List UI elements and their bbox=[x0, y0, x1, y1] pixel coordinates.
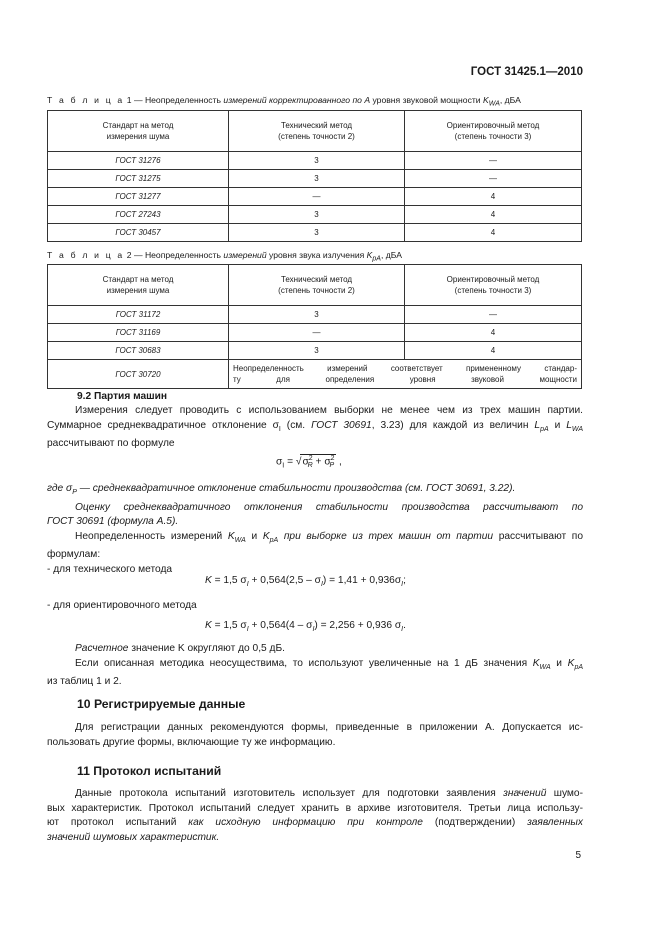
table1-header-standard: Стандарт на метод измерения шума bbox=[48, 111, 229, 152]
page-number: 5 bbox=[575, 850, 581, 861]
tech-formula: K = 1,5 $\sigma_I + 0,564(2,5 - \sigma_I) = 1,41 + 0,936\sigma_I$; bbox=[205, 575, 406, 589]
table1-caption-prefix: Т а б л и ц а bbox=[47, 95, 125, 105]
table2-header-technical: Технический метод (степень точности 2) bbox=[229, 265, 405, 306]
table-row: ГОСТ 30683 3 4 bbox=[48, 342, 582, 360]
table2-caption-prefix: Т а б л и ц а bbox=[47, 250, 125, 260]
table1-caption-unit: , дБА bbox=[499, 95, 521, 105]
ori-formula: K = 1,5 $\sigma_I + 0,564(4 - \sigma_I) = 2,256 + 0,936$ $\sigma_I$. bbox=[205, 620, 406, 634]
table-row: ГОСТ 27243 3 4 bbox=[48, 206, 582, 224]
table1-caption bbox=[47, 95, 521, 108]
table2-caption-subscript: pA bbox=[372, 255, 381, 263]
sigma-formula: $\sigma_I = √\sigma^2_R + \sigma^2_P$ , bbox=[276, 455, 342, 470]
table2-caption-rest: уровня звука излучения bbox=[269, 250, 365, 260]
table2-header-standard: Стандарт на метод измерения шума bbox=[48, 265, 229, 306]
table2-caption-italic: измерений bbox=[223, 250, 267, 260]
s92-where: где $\sigma_P$ — среднеквадратичное отклонение стабильности производства (см. ГОСТ 30691, 3.22). Оценку среднеквадратичного отклонения стабильности производства рассчитывают по ГОСТ 30691 (формула А.5). Неопределенность измерений $K_{WA}$ и $K_{pA}$ при выборке из трех машин от партии рассчитывают по формулам: - для технического метода bbox=[47, 483, 583, 575]
table1-header-orientation: Ориентировочный метод (степень точности 3) bbox=[405, 111, 582, 152]
s92-paragraph-1: Измерения следует проводить с использованием выборки не менее чем из трех машин партии. Суммарное среднеквадратичное отклонение $\sigma_I$ (см. ГОСТ 30691, 3.23) для каждой из величин $L_{pA}$ и $L_{WA}$ рассчитывают по формуле bbox=[47, 405, 584, 450]
section-11-heading: 11 Протокол испытаний bbox=[77, 764, 222, 778]
section-10-heading: 10 Регистрируемые данные bbox=[77, 697, 246, 711]
ori-label: - для ориентировочного метода bbox=[47, 600, 197, 611]
table2-header-orientation: Ориентировочный метод (степень точности 3) bbox=[405, 265, 582, 306]
table2-caption-unit: , дБА bbox=[380, 250, 402, 260]
table1-caption-num: 1 — Неопределенность bbox=[126, 95, 222, 105]
table1-caption-rest: уровня звуковой мощности bbox=[372, 95, 481, 105]
s10-paragraph: Для регистрации данных рекомендуются формы, приведенные в приложении А. Допускается ис- пользовать другие формы, включающие ту же информацию. bbox=[47, 722, 583, 748]
table-row: ГОСТ 31277 — 4 bbox=[48, 188, 582, 206]
table-row: ГОСТ 30720 Неопределенность измерений соответствует примененному стандар- ту для определения уровня звуковой мощности bbox=[48, 360, 582, 389]
table1 bbox=[47, 110, 582, 242]
s11-paragraph: Данные протокола испытаний изготовитель использует для подготовки заявления значений шумо- вых характеристик. Протокол испытаний следует хранить в архиве изготовителя. Третьи лица использу- ют протокол испытаний как исходную информацию при контроле (подтверждении) заявленных значений шумовых характеристик. bbox=[47, 788, 584, 843]
table1-caption-symbol: K bbox=[483, 95, 489, 105]
document-header: ГОСТ 31425.1—2010 bbox=[470, 66, 583, 78]
table-row: ГОСТ 31169 — 4 bbox=[48, 324, 582, 342]
section-9-2-heading: 9.2 Партия машин bbox=[77, 391, 168, 402]
s92-final: Расчетное значение K округляют до 0,5 дБ. Если описанная методика неосуществима, то используют увеличенные на 1 дБ значения $K_{WA}$ и $K_{pA}$ из таблиц 1 и 2. bbox=[47, 643, 583, 688]
table-row: ГОСТ 31275 3 — bbox=[48, 170, 582, 188]
table1-caption-subscript: WA bbox=[488, 100, 500, 108]
table-row: ГОСТ 30457 3 4 bbox=[48, 224, 582, 242]
table1-caption-italic: измерений корректированного по А bbox=[223, 95, 371, 105]
table1-header-row bbox=[48, 111, 582, 152]
table2-caption bbox=[47, 250, 402, 263]
table2-caption-num: 2 — Неопределенность bbox=[126, 250, 222, 260]
table1-header-technical: Технический метод (степень точности 2) bbox=[229, 111, 405, 152]
table2-header-row bbox=[48, 265, 582, 306]
table-row: ГОСТ 31172 3 — bbox=[48, 306, 582, 324]
table2 bbox=[47, 264, 582, 389]
table-row: ГОСТ 31276 3 — bbox=[48, 152, 582, 170]
table2-caption-symbol: K bbox=[366, 250, 373, 260]
table2-merged-note: Неопределенность измерений соответствует примененному стандар- ту для определения уровня звуковой мощности bbox=[229, 360, 582, 389]
